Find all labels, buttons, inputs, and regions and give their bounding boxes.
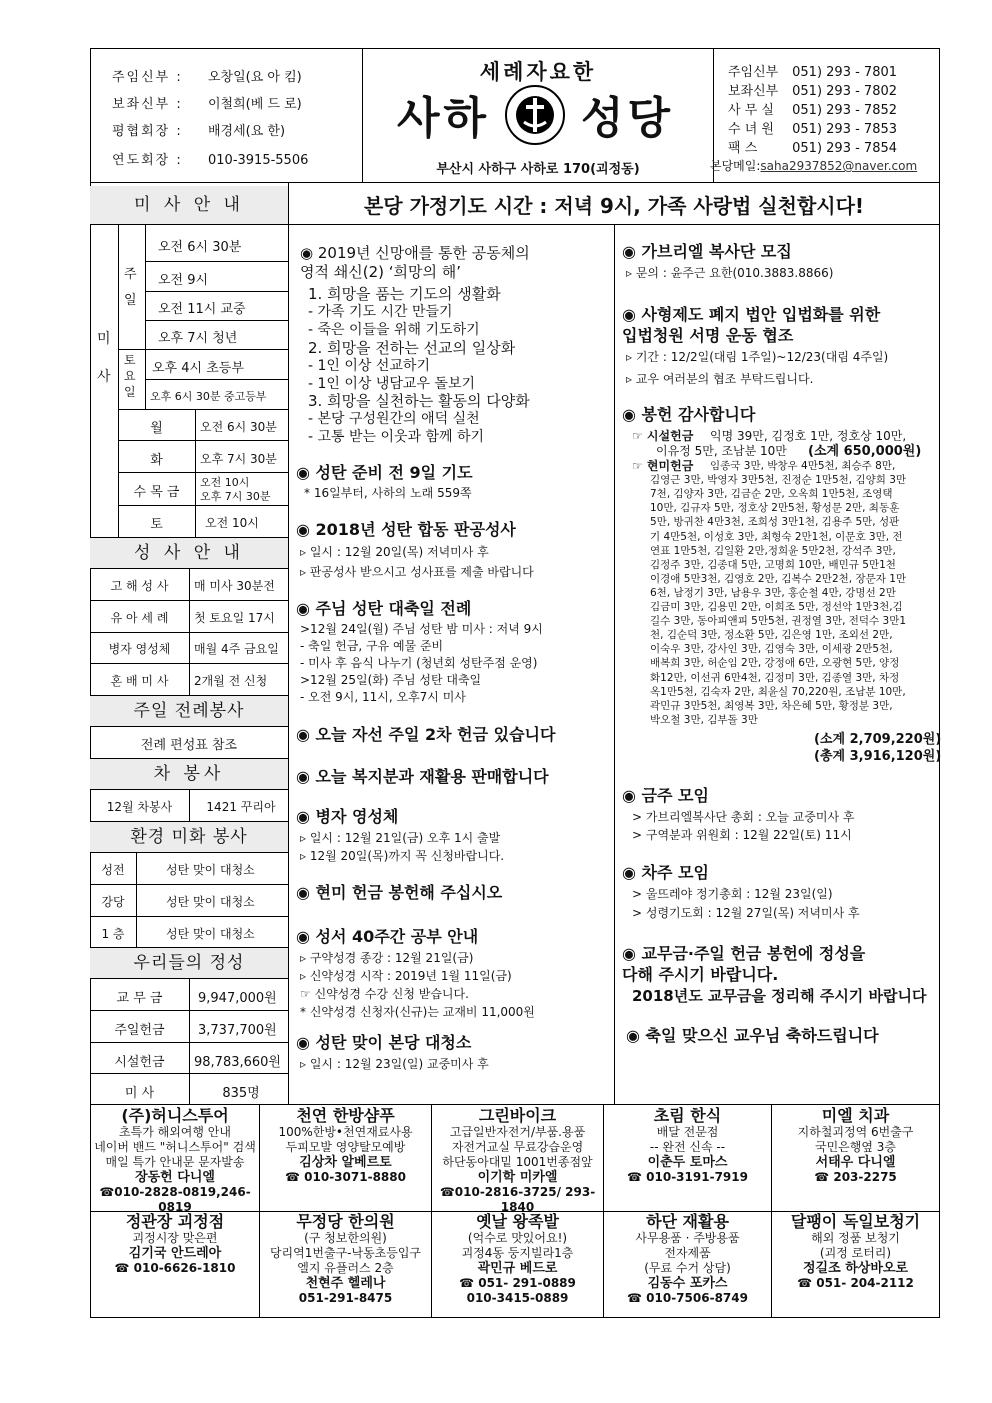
mass-time: 오전 10시 xyxy=(205,516,259,530)
ad-box xyxy=(772,1214,939,1291)
mass-time: 오후 7시 30분 xyxy=(200,490,271,503)
donor-line: 김영근 3만, 박영자 3만5천, 진정순 1만5천, 김양희 3만 xyxy=(650,474,907,487)
clean-name: 1 층 xyxy=(101,927,125,941)
divider xyxy=(145,291,288,292)
mass-time: 오후 7시 청년 xyxy=(158,331,238,346)
tea-name: 12월 차봉사 xyxy=(106,800,173,814)
notice-line: 2018년도 교무금을 정리해 주시기 바랍니다 xyxy=(632,987,927,1005)
ad-line: 엘지 유플러스 2층 xyxy=(297,1261,394,1275)
ad-box xyxy=(772,1108,939,1185)
notice-heading: ◉ 차주 모임 xyxy=(622,863,709,882)
notice-heading: ◉ 가브리엘 복사단 모집 xyxy=(622,242,792,261)
ad-name: 그린바이크 xyxy=(478,1106,557,1125)
notice-heading: ◉ 오늘 자선 주일 2차 헌금 있습니다 xyxy=(296,725,556,744)
sacrament-name: 혼 배 미 사 xyxy=(110,674,169,688)
divider xyxy=(145,224,146,409)
notice-line: * 16일부터, 사하의 노래 559쪽 xyxy=(304,486,472,500)
notice-line: > 울뜨레야 정기총회 : 12월 23일(일) xyxy=(632,887,833,901)
tea-value: 1421 꾸리아 xyxy=(206,800,276,814)
contact-row: 팩 스 051) 293 - 7854 xyxy=(728,141,898,156)
church-name-right: 성당 xyxy=(581,93,675,144)
mass-time: 오후 4시 초등부 xyxy=(152,361,244,376)
notice-line: ▹ 판공성사 받으시고 성사표를 제출 바랍니다 xyxy=(300,565,534,579)
divider xyxy=(118,440,288,441)
notice-line: 2. 희망을 전하는 선교의 일상화 xyxy=(308,339,516,357)
sacrament-title: 성 사 안 내 xyxy=(90,538,288,568)
ad-phone: 051-291-8475 xyxy=(298,1291,393,1305)
notice-line: * 신약성경 신청자(신규)는 교재비 11,000원 xyxy=(300,1005,535,1019)
mass-time: 오전 6시 30분 xyxy=(200,420,277,434)
clean-value: 성탄 맞이 대청소 xyxy=(166,895,255,909)
ad-box xyxy=(260,1214,431,1306)
notice-heading: ◉ 성탄 맞이 본당 대청소 xyxy=(296,1033,472,1052)
divider xyxy=(118,409,288,410)
offering-value: 98,783,660원 xyxy=(194,1055,281,1070)
divider xyxy=(288,182,289,1104)
notice-line: ▹ 12월 20일(목)까지 꼭 신청바랍니다. xyxy=(300,849,505,863)
banner-text: 본당 가정기도 시간 : 저녁 9시, 가족 사랑법 실천합시다! xyxy=(363,194,865,218)
liturgy-value: 전례 편성표 참조 xyxy=(140,738,238,753)
notice-heading: ◉ 성탄 준비 전 9일 기도 xyxy=(296,463,473,482)
notice-line: - 오전 9시, 11시, 오후7시 미사 xyxy=(300,690,466,704)
mass-time: 오전 11시 교중 xyxy=(158,302,246,317)
donor-line: 길수 3만, 동아피앤피 5만5천, 권정열 3만, 전덕수 3만1 xyxy=(650,615,907,628)
ad-line: 두피모발 영양탈모예방 xyxy=(285,1140,406,1154)
divider xyxy=(90,1104,940,1105)
ad-box xyxy=(604,1108,771,1185)
divider xyxy=(90,632,288,633)
weekday-label: 화 xyxy=(150,453,163,468)
offering-name: 시설헌금 xyxy=(114,1055,165,1070)
notice-heading: ◉ 교무금·주일 헌금 봉헌에 정성을 xyxy=(622,944,866,963)
church-name-left: 사하 xyxy=(397,93,491,144)
ad-box xyxy=(432,1108,603,1215)
liturgy-title: 주일 전례봉사 xyxy=(90,696,288,726)
divider xyxy=(195,409,196,537)
donor-line: 5만, 방귀찬 4만3천, 조희성 3만1천, 김용주 5만, 성판 xyxy=(650,516,900,529)
sacrament-value: 첫 토요일 17시 xyxy=(194,611,275,625)
ad-line: 김상차 알베르토 xyxy=(299,1155,392,1170)
notice-line: - 가족 기도 시간 만들기 xyxy=(308,304,453,320)
offering-name: 주일헌금 xyxy=(114,1023,165,1038)
donor-line: 곽민규 3만5천, 최영복 3만, 차은혜 5만, 황정분 3만, xyxy=(650,699,893,712)
offering-value: 835명 xyxy=(222,1086,260,1101)
divider xyxy=(145,379,288,380)
ad-name: 달팽이 독일보청기 xyxy=(790,1212,921,1231)
ad-line: 국민은행옆 3층 xyxy=(814,1140,896,1154)
notice-line: > 성령기도회 : 12월 27일(목) 저녁미사 후 xyxy=(632,906,860,920)
ad-line: 김기국 안드레아 xyxy=(128,1246,222,1261)
notice-heading: ◉ 2018년 성탄 합동 판공성사 xyxy=(296,520,516,539)
donor-line: 임종국 3만, 박창우 4만5천, 최승주 8만, xyxy=(710,460,896,472)
ad-line: (억수로 맛있어요!) xyxy=(467,1231,568,1245)
ad-line: 배달 전문점 xyxy=(656,1125,719,1139)
ad-line: 정길조 하상바오로 xyxy=(803,1261,908,1276)
ad-box xyxy=(91,1214,259,1276)
ad-name: 천연 한방샴푸 xyxy=(296,1106,395,1125)
contact-row: 수 녀 원 051) 293 - 7853 xyxy=(728,122,898,137)
ad-line: 자전거교실 무료강습운영 xyxy=(451,1140,584,1154)
facility-label: ☞ 시설헌금 xyxy=(632,429,694,443)
donor-line: 기 4만5천, 이성호 3만, 최형숙 2만1천, 이문호 3만, 전 xyxy=(650,530,903,543)
notice-heading: ◉ 현미 헌금 봉헌해 주십시오 xyxy=(296,883,503,902)
notice-heading: ◉ 2019년 신망애를 통한 공동체의 xyxy=(300,244,530,262)
ad-name: (주)허니스투어 xyxy=(121,1106,229,1125)
tea-title: 차 봉사 xyxy=(90,759,288,789)
divider xyxy=(90,224,288,225)
divider xyxy=(118,472,288,473)
divider xyxy=(90,663,288,664)
saturday-label: 토요일 xyxy=(124,353,136,399)
total: (총계 3,916,120원) xyxy=(814,749,942,764)
weekday-label: 월 xyxy=(150,421,163,436)
staff-row: 연도회장 : 010-3915-5506 xyxy=(112,153,309,168)
subtotal: (소계 2,709,220원) xyxy=(814,732,942,747)
ad-name: 옛날 왕족발 xyxy=(476,1212,559,1231)
mass-title: 미 사 안 내 xyxy=(90,186,288,224)
notice-line: ☞ 신약성경 수강 신청 받습니다. xyxy=(300,987,469,1001)
offering-value: 9,947,000원 xyxy=(198,991,277,1006)
notice-line: - 축일 헌금, 구유 예물 준비 xyxy=(300,639,444,653)
notice-line: > 가브리엘복사단 총회 : 오늘 교중미사 후 xyxy=(632,810,855,824)
offering-name: 교 무 금 xyxy=(116,991,163,1006)
ad-line: 김동수 포카스 xyxy=(647,1276,728,1291)
donor-line: 천, 김순덕 3만, 정소환 5만, 김은영 1만, 조외선 2만, xyxy=(650,629,893,642)
ad-phone: ☎010-2816-3725/ 293-1840 xyxy=(439,1185,596,1214)
sunday-label: 주일 xyxy=(124,267,137,308)
divider xyxy=(90,884,288,885)
divider xyxy=(90,916,288,917)
notice-line: - 본당 구성원간의 애덕 실천 xyxy=(308,411,480,427)
notice-heading: 입법청원 서명 운동 협조 xyxy=(622,326,794,345)
donor-line: 이숙우 3만, 강사인 3만, 김영숙 3만, 이세광 2만5천, xyxy=(650,643,893,656)
sacrament-name: 병자 영성체 xyxy=(108,642,171,656)
contact-row: 주임신부 051) 293 - 7801 xyxy=(728,65,898,80)
ad-phone: ☎ 010-3071-8880 xyxy=(285,1170,406,1184)
divider xyxy=(90,726,288,727)
notice-heading: ◉ 주님 성탄 대축일 전례 xyxy=(296,599,472,618)
donor-line: 연표 1만5천, 김일환 2만,정희윤 5만2천, 강석주 3만, xyxy=(650,544,896,557)
clean-name: 강당 xyxy=(101,895,125,909)
ad-phone: ☎ 051- 204-2112 xyxy=(797,1276,914,1290)
divider xyxy=(90,182,940,183)
email-link[interactable]: saha2937852@naver.com xyxy=(760,159,918,173)
notice-line: ▹ 문의 : 윤주근 요한(010.3883.8866) xyxy=(626,266,834,280)
mass-time: 오후 6시 30분 중고등부 xyxy=(150,390,267,403)
staff-row: 평협회장 : 배경세(요 한) xyxy=(112,124,286,139)
ad-line: 이기학 미카엘 xyxy=(477,1170,558,1185)
ad-line: 괴정시장 맞은편 xyxy=(132,1231,218,1245)
notice-line: ▹ 일시 : 12월 21일(금) 오후 1시 출발 xyxy=(300,831,501,845)
ad-line: 장동헌 다니엘 xyxy=(135,1170,215,1185)
ad-box xyxy=(604,1214,771,1306)
ad-name: 초림 한식 xyxy=(653,1106,722,1125)
church-seal-icon xyxy=(504,84,566,146)
donor-line: 6천, 남정기 3만, 남용우 3만, 홍순철 4만, 강명선 2만 xyxy=(650,586,896,599)
contact-row: 사 무 실 051) 293 - 7852 xyxy=(728,103,898,118)
divider xyxy=(189,978,190,1104)
contact-row: 보좌신부 051) 293 - 7802 xyxy=(728,84,898,99)
ad-line: 전자제품 xyxy=(664,1246,711,1260)
ad-box xyxy=(91,1108,259,1215)
weekday-label: 토 xyxy=(150,517,163,532)
ad-phone: ☎ 203-2275 xyxy=(814,1170,897,1184)
ad-line: 괴정4동 둥지빌라1층 xyxy=(461,1246,574,1260)
parish-patron: 세례자요한 xyxy=(479,60,597,84)
rice-label: ☞ 현미헌금 xyxy=(632,459,694,473)
donor-line: 배복희 3만, 허순임 2만, 강정애 6만, 오광현 5만, 양정 xyxy=(650,657,900,670)
ad-line: 매일 특가 안내문 문자발송 xyxy=(105,1155,245,1169)
divider xyxy=(118,349,288,350)
notice-heading: ◉ 축일 맞으신 교우님 축하드립니다 xyxy=(626,1026,879,1045)
donor-line: 김금미 3만, 김용민 2만, 이희조 5만, 정선악 1만3천,김 xyxy=(650,601,903,613)
sacrament-value: 2개월 전 신청 xyxy=(194,674,268,688)
offering-value: 3,737,700원 xyxy=(198,1023,277,1038)
ad-line: 이춘두 토마스 xyxy=(647,1155,728,1170)
notice-heading: ◉ 봉헌 감사합니다 xyxy=(622,405,756,424)
church-address: 부산시 사하구 사하로 170(괴정동) xyxy=(436,162,640,177)
ad-line: 네이버 밴드 "허니스투어" 검색 xyxy=(94,1140,256,1154)
ad-line: 곽민규 베드로 xyxy=(477,1261,558,1276)
ad-line: (구 청보한의원) xyxy=(304,1231,387,1245)
notice-line: - 죽은 이들을 위해 기도하기 xyxy=(308,322,480,338)
divider xyxy=(90,1010,288,1011)
notice-line: ▹ 구약성경 종강 : 12월 21일(금) xyxy=(300,951,474,965)
notice-line: ▹ 일시 : 12월 20일(목) 저녁미사 후 xyxy=(300,545,489,559)
notice-heading: ◉ 성서 40주간 공부 안내 xyxy=(296,927,479,946)
notice-line: >12월 24일(월) 주님 성탄 밤 미사 : 저녁 9시 xyxy=(300,622,543,636)
donor-line: 김정주 3만, 김종대 5만, 고명희 10만, 배민규 5만1천 xyxy=(650,558,896,571)
notice-line: > 구역분과 위원회 : 12월 22일(토) 11시 xyxy=(632,828,852,842)
ad-name: 정관장 괴정점 xyxy=(125,1212,225,1231)
mass-time: 오후 7시 30분 xyxy=(200,452,277,466)
notice-line: >12월 25일(화) 주님 성탄 대축일 xyxy=(300,673,482,687)
ad-name: 무정당 한의원 xyxy=(296,1212,395,1231)
notice-line: ▹ 일시 : 12월 23일(일) 교중미사 후 xyxy=(300,1057,489,1071)
sacrament-value: 매 미사 30분전 xyxy=(194,579,275,593)
donor-line: 이경애 5만3천, 김영호 2만, 김복수 2만2천, 장문자 1만 xyxy=(650,572,907,585)
divider xyxy=(145,261,288,262)
divider xyxy=(118,505,288,506)
donor-line: 옥1만5천, 김숙자 2만, 최윤실 70,220원, 조남분 10만, xyxy=(650,685,906,698)
divider xyxy=(90,600,288,601)
donor-line: 7천, 김양자 3만, 김금순 2만, 오옥희 1만5천, 조영택 xyxy=(650,488,893,501)
donor-line: 화12만, 이선귀 6만4천, 김정미 3만, 김종열 3만, 차정 xyxy=(650,671,900,684)
ad-line: 하단동아대밑 1001번종점앞 xyxy=(442,1155,593,1169)
clean-name: 성전 xyxy=(101,863,125,877)
mass-time: 오전 9시 xyxy=(158,273,209,288)
ad-phone: 010-3415-0889 xyxy=(466,1291,569,1305)
ad-phone: ☎ 010-6626-1810 xyxy=(114,1261,236,1275)
notice-line: - 1인 이상 선교하기 xyxy=(308,358,430,374)
ad-line: 지하철괴정역 6번출구 xyxy=(797,1125,914,1139)
notice-heading: ◉ 병자 영성체 xyxy=(296,807,399,826)
ad-line: 고급일반자전거/부품.용품 xyxy=(449,1125,586,1139)
clean-title: 환경 미화 봉사 xyxy=(90,822,288,852)
subtotal: (소계 650,000원) xyxy=(808,444,922,459)
divider xyxy=(189,789,190,821)
offering-title: 우리들의 정성 xyxy=(90,948,288,978)
ad-line: 사무용품 · 주방용품 xyxy=(635,1231,740,1245)
ad-phone: ☎010-2828-0819,246-0819 xyxy=(99,1185,251,1214)
divider xyxy=(614,224,615,1104)
notice-line: - 1인 이상 냉담교우 돌보기 xyxy=(308,376,475,392)
sacrament-value: 매월 4주 금요일 xyxy=(194,642,279,656)
divider xyxy=(145,320,288,321)
staff-row: 보좌신부 : 이철희(베 드 로) xyxy=(112,97,302,112)
email-row: 본당메일:saha2937852@naver.com xyxy=(710,159,918,173)
clean-value: 성탄 맞이 대청소 xyxy=(166,863,255,877)
donor-line: 익명 39만, 김정호 1만, 정호상 10만, xyxy=(710,429,907,443)
ad-phone: ☎ 010-7506-8749 xyxy=(627,1291,748,1305)
ad-line: 서태우 다니엘 xyxy=(815,1155,896,1170)
clean-value: 성탄 맞이 대청소 xyxy=(166,927,255,941)
notice-line: 3. 희망을 실천하는 활동의 다양화 xyxy=(308,392,530,410)
notice-line: - 고통 받는 이웃과 함께 하기 xyxy=(308,429,485,445)
sacrament-name: 고 해 성 사 xyxy=(110,579,169,593)
weekday-label: 수 목 금 xyxy=(133,485,180,500)
notice-heading: 영적 쇄신(2) ‘희망의 해’ xyxy=(300,263,462,281)
donor-line: 이유정 5만, 조남분 10만 xyxy=(656,444,787,458)
ad-line: 해외 정품 보청기 xyxy=(811,1231,900,1245)
notice-line: - 미사 후 음식 나누기 (청년회 성탄주점 운영) xyxy=(300,656,538,670)
ad-line: (괴정 로터리) xyxy=(819,1246,892,1260)
notice-line: ▹ 기간 : 12/2일(대림 1주일)~12/23(대림 4주일) xyxy=(626,350,889,364)
mass-label: 미사 xyxy=(97,331,111,385)
notice-line: ▹ 신약성경 시작 : 2019년 1월 11일(금) xyxy=(300,969,512,983)
notice-heading: 다해 주시기 바랍니다. xyxy=(622,965,779,984)
ad-line: (무료 수거 상담) xyxy=(644,1261,731,1275)
notice-heading: ◉ 오늘 복지분과 재활용 판매합니다 xyxy=(296,767,549,786)
ad-box xyxy=(432,1214,603,1306)
ad-name: 하단 재활용 xyxy=(646,1212,729,1231)
notice-heading: ◉ 사형제도 폐지 법안 입법화를 위한 xyxy=(622,305,881,324)
donor-line: 박오철 3만, 김부돌 3만 xyxy=(650,713,758,726)
donor-line: 10만, 김규자 5만, 정호상 2만5천, 황성문 2만, 최동훈 xyxy=(650,502,900,515)
ad-phone: ☎ 010-3191-7919 xyxy=(627,1170,748,1184)
ad-line: -- 완전 신속 -- xyxy=(649,1140,726,1154)
ad-line: 초특가 해외여행 안내 xyxy=(119,1125,231,1139)
mass-time: 오전 6시 30분 xyxy=(158,240,242,255)
ad-box xyxy=(260,1108,431,1185)
notice-line: ▹ 교우 여러분의 협조 부탁드립니다. xyxy=(626,372,814,386)
sacrament-name: 유 아 세 례 xyxy=(110,611,169,625)
ad-line: 당리역1번출구-낙동초등입구 xyxy=(269,1246,422,1260)
mass-time: 오전 10시 xyxy=(200,476,250,489)
divider xyxy=(90,852,288,853)
ad-name: 미엘 치과 xyxy=(821,1106,890,1125)
staff-row: 주임신부 : 오창일(요 아 킴) xyxy=(112,70,302,85)
divider xyxy=(136,852,137,947)
divider xyxy=(90,1042,288,1043)
ad-phone: ☎ 051- 291-0889 xyxy=(459,1276,576,1290)
notice-line: 1. 희망을 품는 기도의 생활화 xyxy=(308,285,501,303)
offering-name: 미 사 xyxy=(124,1086,155,1101)
divider xyxy=(90,1073,288,1074)
ad-line: 100%한방•천연재료사용 xyxy=(278,1125,413,1139)
notice-heading: ◉ 금주 모임 xyxy=(622,786,709,805)
ad-line: 천현주 헬레나 xyxy=(305,1276,386,1291)
church-title-box xyxy=(362,48,714,182)
